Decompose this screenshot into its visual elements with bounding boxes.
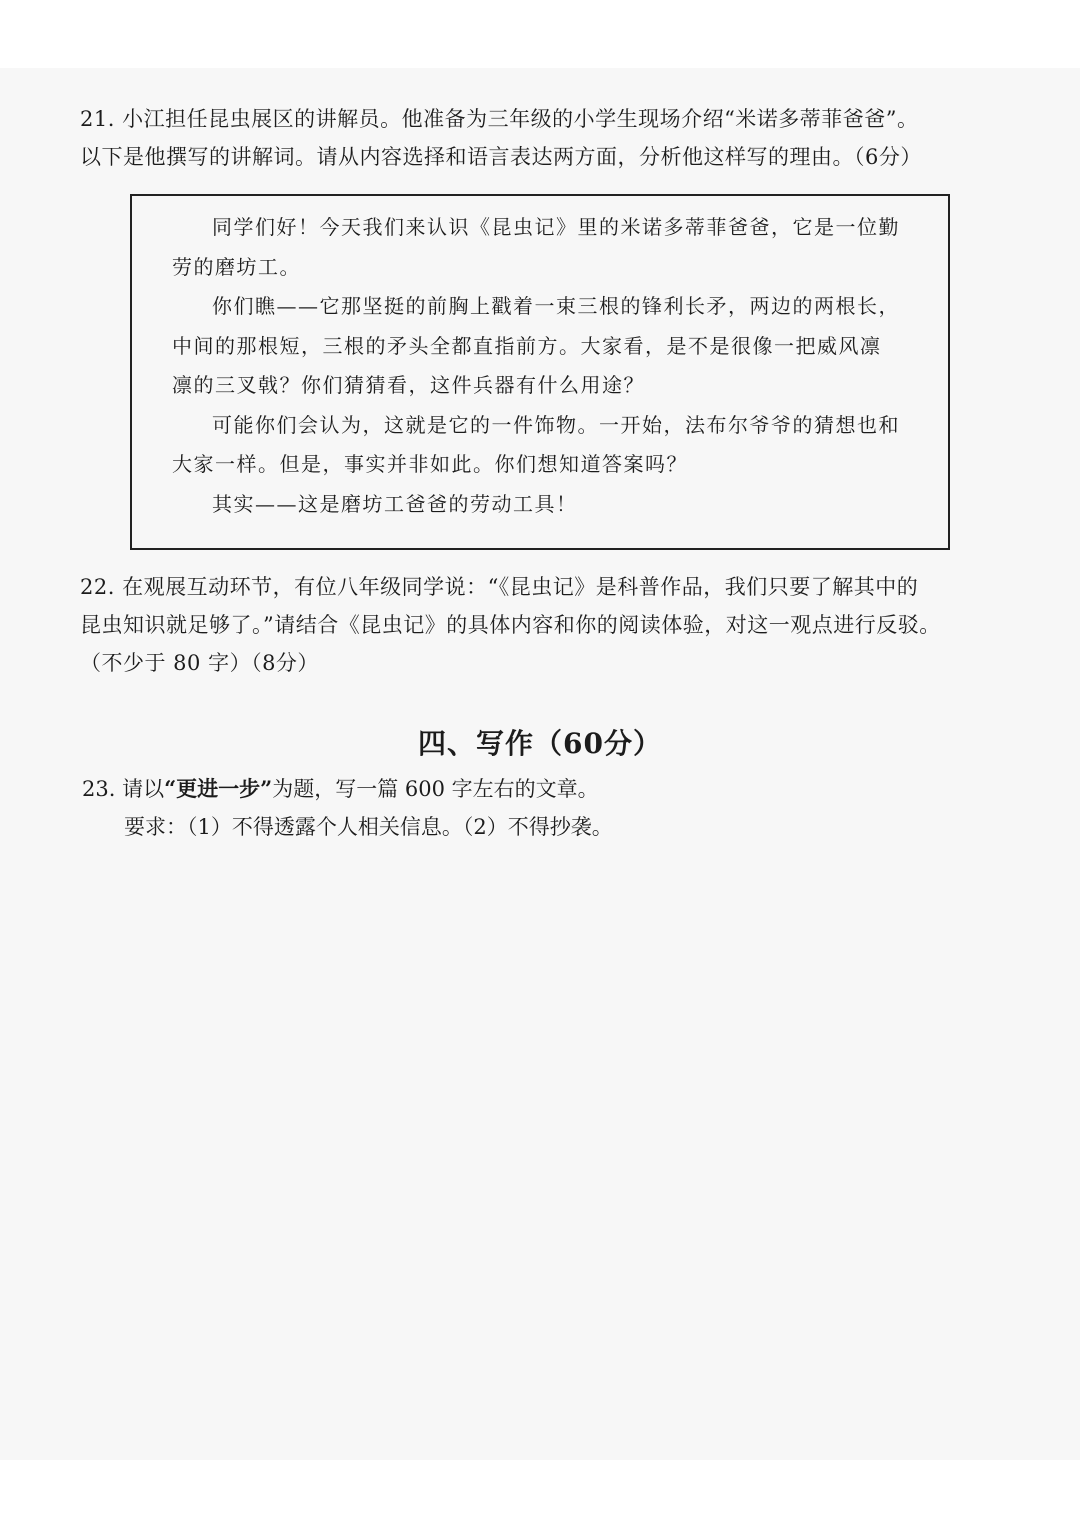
question-23-topic: “更进一步”: [164, 776, 273, 801]
question-22-line-3: （不少于 80 字）（8分）: [80, 651, 319, 675]
speech-script-box: [130, 194, 950, 550]
speech-paragraph-1: 同学们好！今天我们来认识《昆虫记》里的米诺多蒂菲爸爸，它是一位勤劳的磨坊工。: [172, 215, 900, 279]
speech-paragraph-4: 其实——这是磨坊工爸爸的劳动工具！: [212, 491, 578, 516]
question-23-requirements: 要求：（1）不得透露个人相关信息。（2）不得抄袭。: [124, 815, 613, 839]
question-22: [80, 568, 1010, 682]
question-21: [80, 100, 1010, 176]
question-23: [82, 770, 982, 846]
section-heading-writing: 四、写作（60分）: [418, 727, 662, 760]
question-22-line-1: 22. 在观展互动环节，有位八年级同学说：“《昆虫记》是科普作品，我们只要了解其中的: [80, 575, 919, 599]
question-23-suffix: 为题，写一篇 600 字左右的文章。: [272, 777, 599, 801]
question-23-prompt: [82, 770, 982, 808]
speech-paragraph-2: 你们瞧——它那坚挺的前胸上戳着一束三根的锋利长矛，两边的两根长，中间的那根短，三根的矛头全都直指前方。大家看，是不是很像一把威风凛凛的三叉戟？你们猜猜看，这件兵器有什么用途？: [172, 294, 900, 397]
question-23-prefix: 23. 请以: [82, 777, 165, 801]
question-21-line-1: 21. 小江担任昆虫展区的讲解员。他准备为三年级的小学生现场介绍“米诺多蒂菲爸爸”。: [80, 107, 919, 131]
question-22-line-2: 昆虫知识就足够了。”请结合《昆虫记》的具体内容和你的阅读体验，对这一观点进行反驳。: [80, 613, 941, 637]
speech-paragraph-3: 可能你们会认为，这就是它的一件饰物。一开始，法布尔爷爷的猜想也和大家一样。但是，事实并非如此。你们想知道答案吗？: [172, 412, 900, 476]
question-21-line-2: 以下是他撰写的讲解词。请从内容选择和语言表达两方面，分析他这样写的理由。（6分）: [80, 145, 922, 169]
